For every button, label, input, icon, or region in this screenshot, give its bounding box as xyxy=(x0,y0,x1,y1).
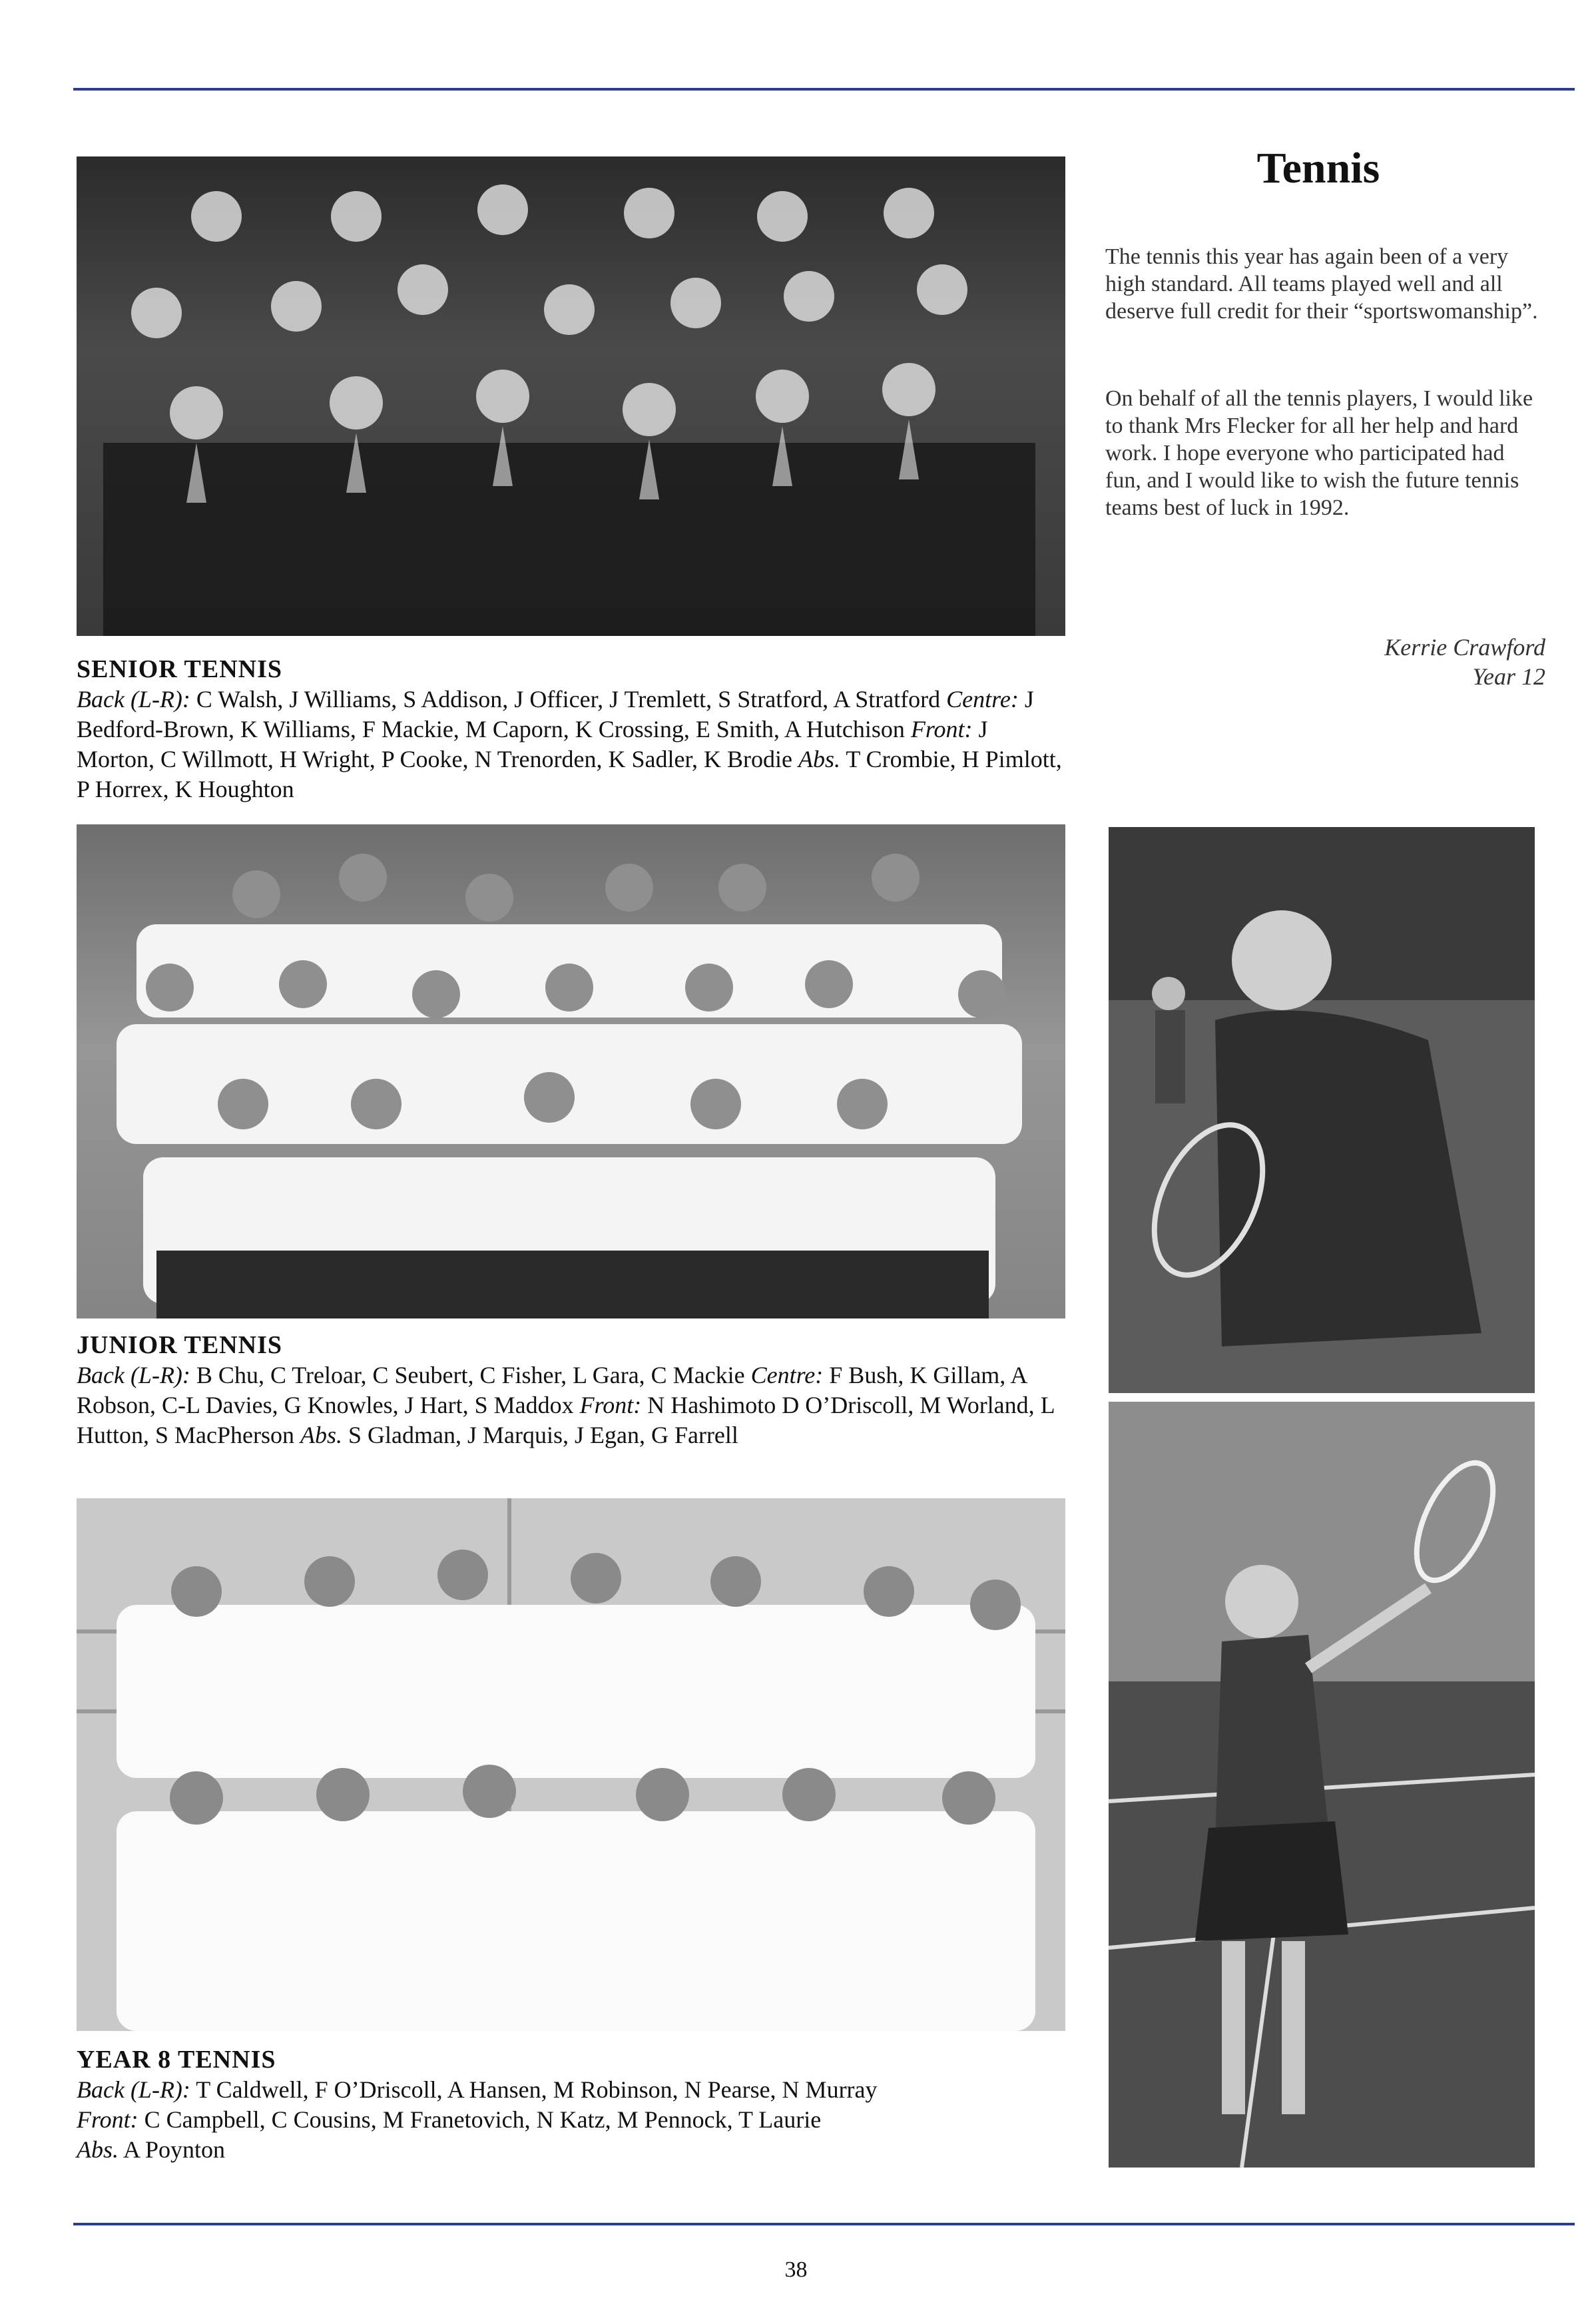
junior-heading: JUNIOR TENNIS xyxy=(77,1331,282,1359)
bottom-rule xyxy=(73,2223,1575,2225)
year8-caption xyxy=(77,2044,1069,2165)
junior-front-names: N Hashimoto D O’Driscoll, M Worland, L Hutton, S MacPherson xyxy=(77,1392,1055,1448)
action-photo-forehand xyxy=(1109,1402,1535,2168)
report-signature xyxy=(1384,633,1545,691)
action-photo-ready-stance xyxy=(1109,827,1535,1393)
author-year: Year 12 xyxy=(1472,663,1545,690)
junior-back-label: Back (L-R): xyxy=(77,1362,190,1388)
page-title: Tennis xyxy=(1256,144,1380,192)
senior-caption xyxy=(77,654,1069,804)
junior-front-label: Front: xyxy=(579,1392,642,1418)
senior-front-names: J Morton, C Willmott, H Wright, P Cooke, N Trenorden, K Sadler, K Brodie xyxy=(77,716,988,772)
year8-abs-label: Abs. xyxy=(77,2136,119,2163)
author-name: Kerrie Crawford xyxy=(1384,634,1545,661)
senior-front-label: Front: xyxy=(910,716,973,742)
senior-centre-label: Centre: xyxy=(946,686,1019,713)
senior-heading: SENIOR TENNIS xyxy=(77,655,283,683)
junior-team-photo xyxy=(77,824,1065,1318)
senior-abs-label: Abs. xyxy=(798,746,840,772)
year8-names xyxy=(77,2075,1069,2165)
report-paragraph-1: The tennis this year has again been of a very high standard. All teams played well and all deserve full credit for their “sportswomanship”. xyxy=(1105,244,1538,324)
year8-abs-names: A Poynton xyxy=(123,2136,226,2163)
senior-team-photo xyxy=(77,156,1065,636)
junior-centre-label: Centre: xyxy=(750,1362,824,1388)
senior-names xyxy=(77,685,1069,804)
senior-back-label: Back (L-R): xyxy=(77,686,190,713)
senior-back-names: C Walsh, J Williams, S Addison, J Officer, J Tremlett, S Stratford, A Stratford xyxy=(196,686,941,713)
year8-back-label: Back (L-R): xyxy=(77,2076,190,2103)
year8-back-names: T Caldwell, F O’Driscoll, A Hansen, M Robinson, N Pearse, N Murray xyxy=(196,2076,878,2103)
top-rule xyxy=(73,88,1575,91)
junior-abs-label: Abs. xyxy=(300,1422,342,1448)
junior-names xyxy=(77,1360,1069,1450)
senior-abs-names: T Crombie, H Pimlott, P Horrex, K Houghton xyxy=(77,746,1062,802)
year8-team-photo xyxy=(77,1498,1065,2031)
year8-front-label: Front: xyxy=(77,2106,138,2133)
year8-heading: YEAR 8 TENNIS xyxy=(77,2046,276,2074)
report-paragraph-2: On behalf of all the tennis players, I would like to thank Mrs Flecker for all her help and hard work. I hope everyone who participated had fun, and I would like to wish the future tennis teams best of luck in 1992. xyxy=(1105,386,1533,520)
junior-abs-names: S Gladman, J Marquis, J Egan, G Farrell xyxy=(348,1422,738,1448)
junior-caption xyxy=(77,1330,1069,1450)
year8-front-names: C Campbell, C Cousins, M Franetovich, N Katz, M Pennock, T Laurie xyxy=(144,2106,822,2133)
junior-back-names: B Chu, C Treloar, C Seubert, C Fisher, L Gara, C Mackie xyxy=(196,1362,745,1388)
page-number: 38 xyxy=(784,2257,808,2282)
junior-centre-names: F Bush, K Gillam, A Robson, C-L Davies, G Knowles, J Hart, S Maddox xyxy=(77,1362,1027,1418)
senior-centre-names: J Bedford-Brown, K Williams, F Mackie, M Caporn, K Crossing, E Smith, A Hutchison xyxy=(77,686,1034,742)
